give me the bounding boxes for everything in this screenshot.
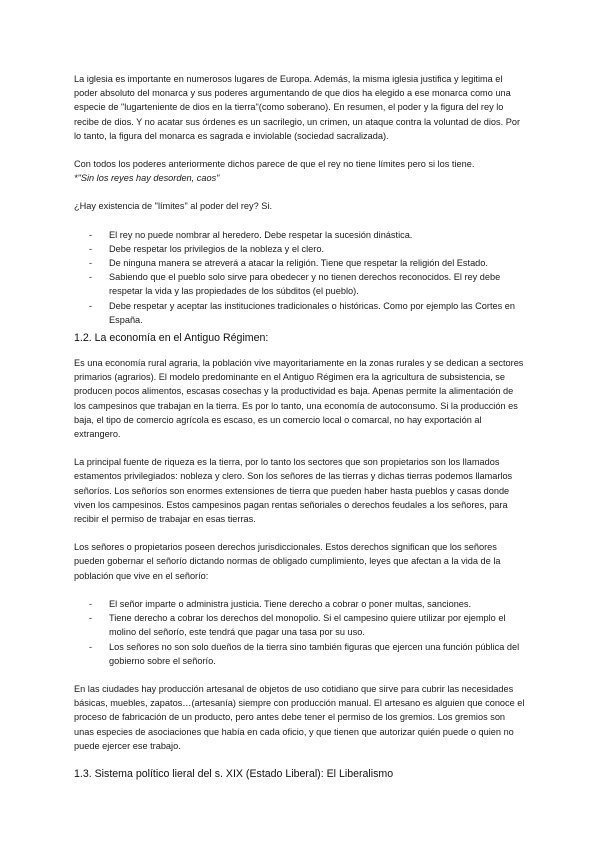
lords-rights-list [74, 597, 526, 668]
list-item: - El señor imparte o administra justicia. Tiene derecho a cobrar o poner multas, sanciones. [74, 597, 526, 611]
paragraph-wealth: La principal fuente de riqueza es la tierra, por lo tanto los sectores que son propietarios son los llamados estamentos privilegiados: nobleza y clero. Son los señores de las tierras y dichas tierras podemos llamarlos señoríos. Los señoríos son enormes extensiones de tierra que pueden haber hasta pueblos y casas donde viven los campesinos. Estos campesinos pagan rentas señoriales o derechos feudales a los señores, para recibir el permiso de trabajar en esas tierras. [74, 457, 513, 525]
paragraph-limits-question: ¿Hay existencia de "límites" al poder del rey? Si. [74, 201, 273, 212]
list-item: - Sabiendo que el pueblo solo sirve para obedecer y no tienen derechos reconocidos. El rey debe respetar la vida y las propiedades de los súbditos (el pueblo). [74, 270, 526, 298]
limits-list [74, 228, 526, 327]
limits-intro-text: Con todos los poderes anteriormente dichos parece de que el rey no tiene límites pero si los tiene. [74, 159, 475, 170]
list-item: - El rey no puede nombrar al heredero. Debe respetar la sucesión dinástica. [74, 228, 526, 242]
paragraph-artisans: En las ciudades hay producción artesanal de objetos de uso cotidiano que sirve para cubrir las necesidades básicas, muebles, zapatos…(artesanía) siempre con producción manual. El artesano es alguien que conoce el proceso de fabricación de un producto, pero antes debe tener el permiso de los gremios. Los gremios son unas especies de asociaciones que había en cada oficio, y que tienen que autorizar quién puede o quien no puede ejercer ese trabajo. [74, 683, 525, 751]
list-item: - Debe respetar y aceptar las instituciones tradicionales o históricas. Como por ejemplo las Cortes en España. [74, 299, 526, 327]
list-item: - Tiene derecho a cobrar los derechos del monopolio. Si el campesino quiere utilizar por ejemplo el molino del señorío, este tendrá que pagar una tasa por su uso. [74, 611, 526, 639]
paragraph-economy: Es una economía rural agraria, la población vive mayoritariamente en la zonas rurales y se dedican a sectores primarios (agrarios). El modelo predominante en el Antiguo Régimen era la agricultura de subsistencia, se producen pocos alimentos, escasas cosechas y la productividad es baja. Apenas permite la alimentación de los campesinos que trabajan en la tierra. Es por lo tanto, una economía de autoconsumo. Si la producción es baja, el tipo de comercio agrícola es escaso, es un comercio local o comarcal, no hay exportación al extrangero. [74, 358, 524, 440]
list-item: - Los señores no son solo dueños de la tierra sino también figuras que ejercen una función pública del gobierno sobre el señorío. [74, 640, 526, 668]
quote-text: *"Sin los reyes hay desorden, caos" [74, 173, 220, 184]
section-heading-liberalism: 1.3. Sistema político lieral del s. XIX (Estado Liberal): El Liberalismo [74, 767, 394, 780]
list-item: - De ninguna manera se atreverá a atacar la religión. Tiene que respetar la religión del Estado. [74, 256, 526, 270]
document-page [74, 72, 526, 792]
paragraph-limits-intro [74, 157, 526, 185]
section-heading-economy: 1.2. La economía en el Antiguo Régimen: [74, 332, 269, 345]
paragraph-church: La iglesia es importante en numerosos lugares de Europa. Además, la misma iglesia justifica y legitima el poder absoluto del monarca y sus poderes argumentando de que dios ha elegido a ese monarca como una especie de "lugarteniente de dios en la tierra"(como soberano). En resumen, el poder y la figura del rey lo recibe de dios. Y no acatar sus órdenes es un sacrilegio, un crimen, un ataque contra la voluntad de dios. Por lo tanto, la figura del monarca es sagrada e inviolable (sociedad sacralizada). [74, 74, 521, 141]
list-item: - Debe respetar los privilegios de la nobleza y el clero. [74, 242, 526, 256]
paragraph-jurisdiction: Los señores o propietarios poseen derechos jurisdiccionales. Estos derechos significan que los señores pueden gobernar el señorío dictando normas de obligado cumplimiento, leyes que afectan a la vida de la población que vive en el señorío: [74, 542, 501, 581]
